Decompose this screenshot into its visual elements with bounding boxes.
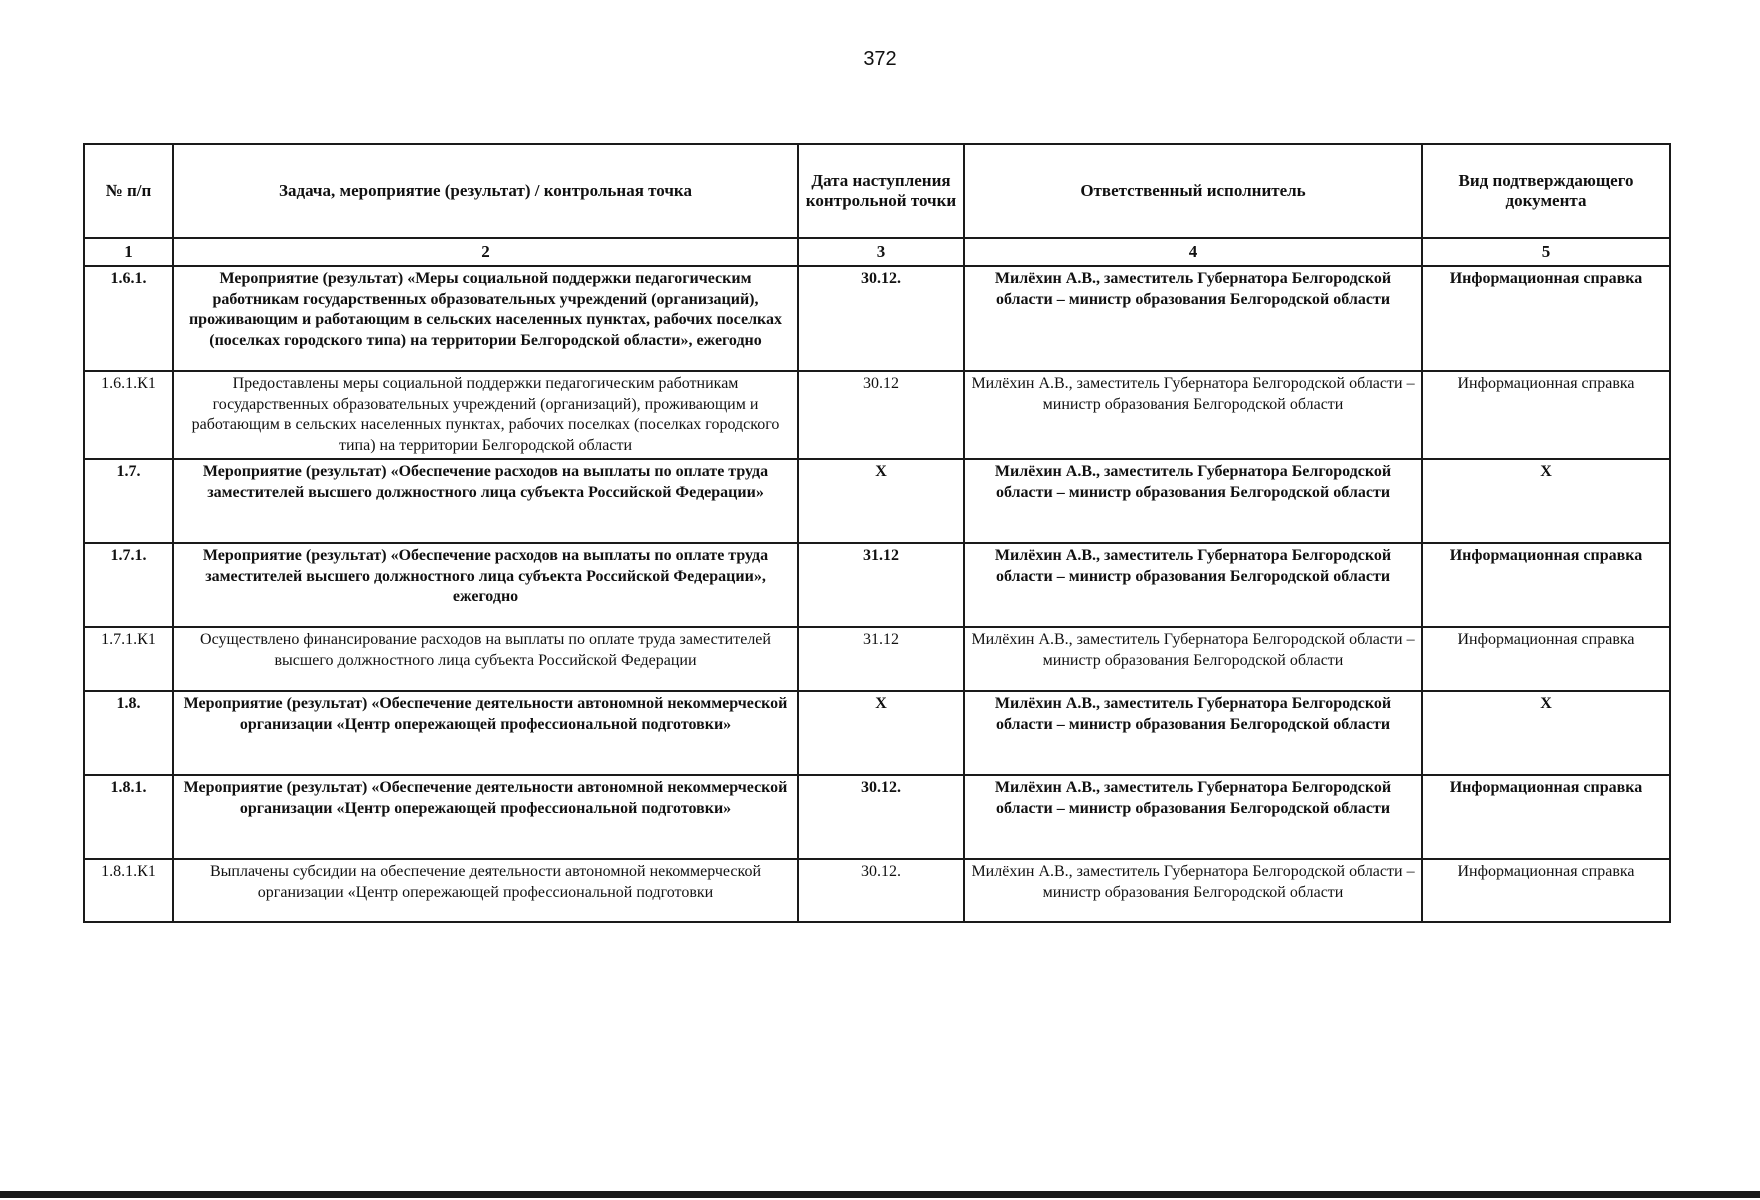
- row-number: 1.8.1.: [84, 775, 173, 859]
- table-header-row: [84, 144, 1670, 238]
- date-cell: Х: [798, 691, 964, 775]
- column-number-row: [84, 238, 1670, 266]
- date-cell: 31.12: [798, 627, 964, 691]
- table-row: [84, 459, 1670, 543]
- header-date: Дата наступления контрольной точки: [798, 144, 964, 238]
- document-cell: Информационная справка: [1422, 266, 1670, 371]
- header-number: № п/п: [84, 144, 173, 238]
- column-number: 4: [964, 238, 1422, 266]
- task-cell: Мероприятие (результат) «Обеспечение расходов на выплаты по оплате труда заместителей высшего должностного лица субъекта Российской Федерации», ежегодно: [173, 543, 798, 627]
- task-cell: Мероприятие (результат) «Обеспечение деятельности автономной некоммерческой организации «Центр опережающей профессиональной подготовки»: [173, 691, 798, 775]
- column-number: 5: [1422, 238, 1670, 266]
- bottom-scan-border: [0, 1191, 1760, 1198]
- row-number: 1.8.: [84, 691, 173, 775]
- row-number: 1.6.1.: [84, 266, 173, 371]
- row-number: 1.6.1.К1: [84, 371, 173, 459]
- executor-cell: Милёхин А.В., заместитель Губернатора Белгородской области – министр образования Белгородской области: [964, 627, 1422, 691]
- date-cell: 30.12: [798, 371, 964, 459]
- task-cell: Мероприятие (результат) «Обеспечение деятельности автономной некоммерческой организации «Центр опережающей профессиональной подготовки»: [173, 775, 798, 859]
- header-document: Вид подтверждающего документа: [1422, 144, 1670, 238]
- row-number: 1.8.1.К1: [84, 859, 173, 922]
- executor-cell: Милёхин А.В., заместитель Губернатора Белгородской области – министр образования Белгородской области: [964, 371, 1422, 459]
- executor-cell: Милёхин А.В., заместитель Губернатора Белгородской области – министр образования Белгородской области: [964, 459, 1422, 543]
- table-row: [84, 775, 1670, 859]
- column-number: 2: [173, 238, 798, 266]
- task-cell: Осуществлено финансирование расходов на выплаты по оплате труда заместителей высшего должностного лица субъекта Российской Федерации: [173, 627, 798, 691]
- document-cell: Х: [1422, 691, 1670, 775]
- page-number: 372: [863, 48, 897, 70]
- header-task: Задача, мероприятие (результат) / контрольная точка: [173, 144, 798, 238]
- column-number: 3: [798, 238, 964, 266]
- date-cell: 31.12: [798, 543, 964, 627]
- task-cell: Мероприятие (результат) «Меры социальной поддержки педагогическим работникам государственных образовательных учреждений (организаций), проживающим и работающим в сельских населенных пунктах, рабочих поселках (поселках городского типа) на территории Белгородской области», ежегодно: [173, 266, 798, 371]
- document-cell: Информационная справка: [1422, 859, 1670, 922]
- task-cell: Выплачены субсидии на обеспечение деятельности автономной некоммерческой организации «Центр опережающей профессиональной подготовки: [173, 859, 798, 922]
- row-number: 1.7.1.К1: [84, 627, 173, 691]
- date-cell: Х: [798, 459, 964, 543]
- table-row: [84, 543, 1670, 627]
- executor-cell: Милёхин А.В., заместитель Губернатора Белгородской области – министр образования Белгородской области: [964, 266, 1422, 371]
- task-cell: Мероприятие (результат) «Обеспечение расходов на выплаты по оплате труда заместителей высшего должностного лица субъекта Российской Федерации»: [173, 459, 798, 543]
- table-row: [84, 691, 1670, 775]
- document-cell: Информационная справка: [1422, 627, 1670, 691]
- table-row: [84, 371, 1670, 459]
- table-row: [84, 859, 1670, 922]
- document-cell: Информационная справка: [1422, 775, 1670, 859]
- control-points-table: [83, 143, 1671, 923]
- executor-cell: Милёхин А.В., заместитель Губернатора Белгородской области – министр образования Белгородской области: [964, 691, 1422, 775]
- date-cell: 30.12.: [798, 859, 964, 922]
- table-row: [84, 627, 1670, 691]
- executor-cell: Милёхин А.В., заместитель Губернатора Белгородской области – министр образования Белгородской области: [964, 859, 1422, 922]
- table-row: [84, 266, 1670, 371]
- document-cell: Х: [1422, 459, 1670, 543]
- document-cell: Информационная справка: [1422, 371, 1670, 459]
- executor-cell: Милёхин А.В., заместитель Губернатора Белгородской области – министр образования Белгородской области: [964, 543, 1422, 627]
- column-number: 1: [84, 238, 173, 266]
- header-executor: Ответственный исполнитель: [964, 144, 1422, 238]
- row-number: 1.7.: [84, 459, 173, 543]
- executor-cell: Милёхин А.В., заместитель Губернатора Белгородской области – министр образования Белгородской области: [964, 775, 1422, 859]
- date-cell: 30.12.: [798, 266, 964, 371]
- row-number: 1.7.1.: [84, 543, 173, 627]
- date-cell: 30.12.: [798, 775, 964, 859]
- task-cell: Предоставлены меры социальной поддержки педагогическим работникам государственных образовательных учреждений (организаций), проживающим и работающим в сельских населенных пунктах, рабочих поселках (поселках городского типа) на территории Белгородской области: [173, 371, 798, 459]
- document-cell: Информационная справка: [1422, 543, 1670, 627]
